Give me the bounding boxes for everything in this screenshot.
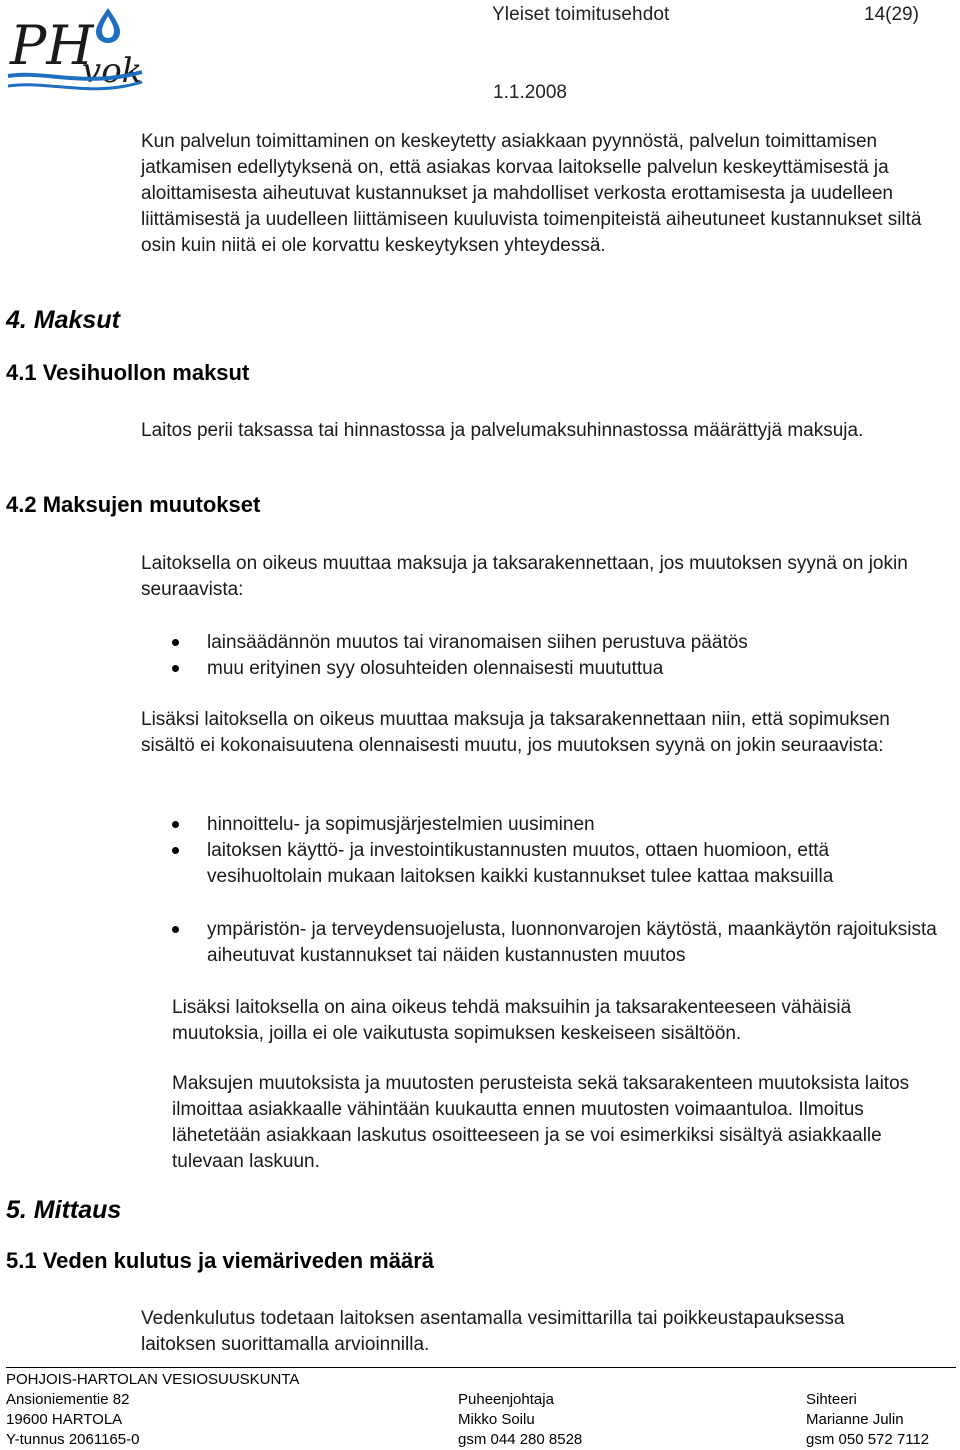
section-4-2-paragraph-3: Lisäksi laitoksella on aina oikeus tehdä maksuihin ja taksarakenteeseen vähäisiä muutoksia, joilla ei ole vaikutusta sopimuksen keskeiseen sisältöön. bbox=[172, 997, 852, 1044]
section-4-2-paragraph-2: Lisäksi laitoksella on oikeus muuttaa maksuja ja taksarakennettaan niin, että sopimuksen sisältö ei kokonaisuutena olennaisesti muutu, jos muutoksen syynä on jokin seuraavista: bbox=[141, 709, 890, 756]
bullet-list-2 bbox=[172, 812, 942, 890]
section-4-2-paragraph-4: Maksujen muutoksista ja muutosten perusteista sekä taksarakenteen muutoksista laitos ilmoittaa asiakkaalle vähintään kuukautta ennen muutosten voimaantuloa. Ilmoitus lähetetään asiakkaan laskutus osoitteeseen ja se voi esimerkiksi sisältyä asiakkaalle tulevaan laskuun. bbox=[172, 1073, 910, 1172]
page-number: 14(29) bbox=[864, 4, 919, 25]
document-title: Yleiset toimitusehdot bbox=[492, 4, 670, 25]
list-item: hinnoittelu- ja sopimusjärjestelmien uusiminen bbox=[172, 812, 942, 838]
list-item: muu erityinen syy olosuhteiden olennaisesti muututtua bbox=[172, 656, 932, 682]
footer-chair-title: Puheenjohtaja bbox=[458, 1391, 554, 1408]
list-item: ympäristön- ja terveydensuojelusta, luonnonvarojen käytöstä, maankäytön rajoituksista aiheutuvat kustannukset tai näiden kustannusten muutos bbox=[172, 917, 942, 969]
footer-secretary-name: Marianne Julin bbox=[806, 1411, 904, 1428]
footer-chair-name: Mikko Soilu bbox=[458, 1411, 535, 1428]
section-5-1-text: Vedenkulutus todetaan laitoksen asentamalla vesimittarilla tai poikkeustapauksessa laitoksen suorittamalla arvioinnilla. bbox=[141, 1308, 845, 1355]
phvok-logo bbox=[4, 2, 146, 98]
document-date: 1.1.2008 bbox=[493, 82, 567, 103]
footer-divider bbox=[6, 1367, 956, 1368]
section-4-heading: 4. Maksut bbox=[6, 306, 120, 334]
list-item: laitoksen käyttö- ja investointikustannusten muutos, ottaen huomioon, että vesihuoltolain mukaan laitoksen kaikki kustannukset tulee kattaa maksuilla bbox=[172, 838, 942, 890]
footer-address-2: 19600 HARTOLA bbox=[6, 1411, 123, 1428]
section-4-1-heading: 4.1 Vesihuollon maksut bbox=[6, 360, 250, 385]
logo-text-vok: vok bbox=[82, 51, 143, 91]
section-5-heading: 5. Mittaus bbox=[6, 1196, 122, 1224]
section-4-2-heading: 4.2 Maksujen muutokset bbox=[6, 492, 261, 517]
bullet-list-3 bbox=[172, 917, 942, 969]
footer-secretary-phone: gsm 050 572 7112 bbox=[806, 1431, 930, 1448]
intro-paragraph: Kun palvelun toimittaminen on keskeytetty asiakkaan pyynnöstä, palvelun toimittamisen jatkamisen edellytyksenä on, että asiakas korvaa laitokselle palvelun keskeyttämisestä ja aloittamisesta aiheutuvat kustannukset ja mahdolliset verkosta erottamisesta ja uudelleen liittämisestä ja uudelleen liittämiseen kuuluvista toimenpiteistä aiheutuneet kustannukset siltä osin kuin niitä ei ole korvattu keskeytyksen yhteydessä. bbox=[141, 131, 922, 256]
footer-address-1: Ansioniementie 82 bbox=[6, 1391, 130, 1408]
footer-chair-phone: gsm 044 280 8528 bbox=[458, 1431, 583, 1448]
footer-organization: POHJOIS-HARTOLAN VESIOSUUSKUNTA bbox=[6, 1371, 300, 1388]
list-item: lainsäädännön muutos tai viranomaisen siihen perustuva päätös bbox=[172, 630, 932, 656]
section-4-1-text: Laitos perii taksassa tai hinnastossa ja palvelumaksuhinnastossa määrättyjä maksuja. bbox=[141, 420, 864, 441]
bullet-list-1 bbox=[172, 630, 932, 682]
section-5-1-heading: 5.1 Veden kulutus ja viemäriveden määrä bbox=[6, 1248, 434, 1273]
footer-secretary-title: Sihteeri bbox=[806, 1391, 857, 1408]
logo-text-ph: PH bbox=[10, 14, 94, 77]
footer-business-id: Y-tunnus 2061165-0 bbox=[6, 1431, 140, 1448]
section-4-2-paragraph-1: Laitoksella on oikeus muuttaa maksuja ja taksarakennettaan, jos muutoksen syynä on jokin seuraavista: bbox=[141, 553, 908, 600]
